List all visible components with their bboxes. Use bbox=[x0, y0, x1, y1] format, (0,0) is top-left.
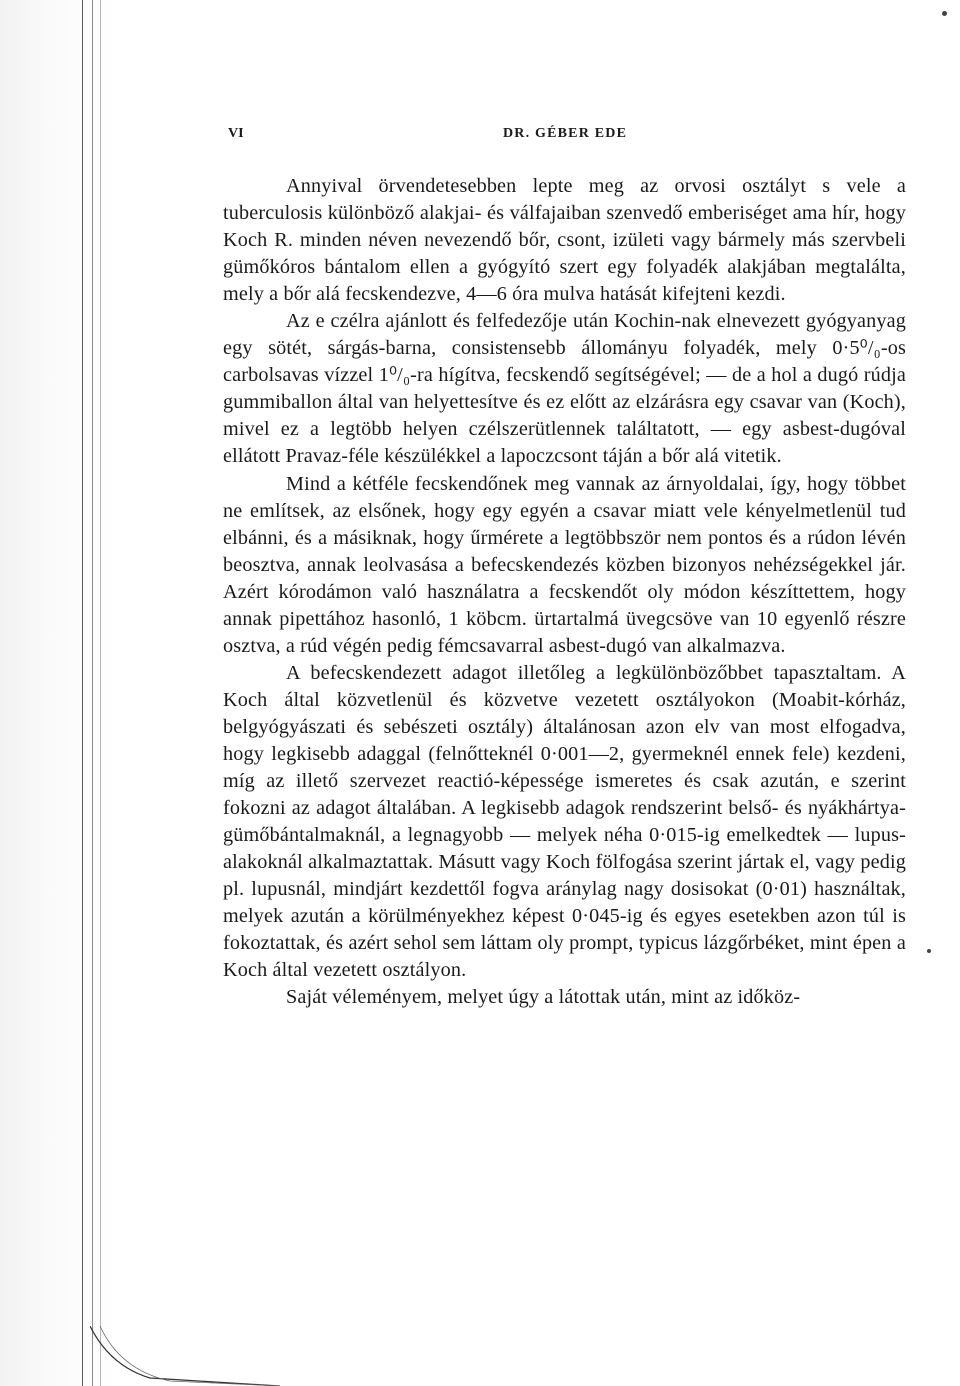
scan-speck bbox=[942, 11, 947, 16]
body-text bbox=[223, 173, 906, 1011]
page-header bbox=[228, 126, 908, 150]
paragraph: Az e czélra ajánlott és felfedezője után Kochin-nak elnevezett gyógyanyag egy sötét, sárgás-barna, consistensebb állományu folyadék, mely 0·5⁰/₀-os carbolsavas vízzel 1⁰/₀-ra hígítva, fecskendő segítségével; — de a hol a dugó rúdja gummiballon által van helyettesítve és ez előtt az elzárásra egy csavar van (Koch), mivel ez a legtöbb helyen czélszerütlennek találtatott, — egy asbest-dugóval ellátott Pravaz-féle készülékkel a lapoczcsont táján a bőr alá vitetik. bbox=[223, 310, 906, 468]
binding-edge-line bbox=[82, 0, 83, 1386]
book-binding-shadow bbox=[0, 0, 118, 1386]
paragraph: Annyival örvendetesebben lepte meg az orvosi osztályt s vele a tuberculosis különböző alakjai- és válfajaiban szenvedő emberiséget ama hír, hogy Koch R. minden néven nevezendő bőr, csont, izületi vagy bármely más szervbeli gümőkóros bántalom ellen a gyógyító szert egy folyadék alakjában megtalálta, mely a bőr alá fecskendezve, 4—6 óra mulva hatását kifejteni kezdi. bbox=[223, 175, 906, 306]
paragraph: Mind a kétféle fecskendőnek meg vannak az árnyoldalai, így, hogy többet ne említsek, az elsőnek, hogy egy egyén a csavar miatt vele kényelmetlenül tud elbánni, és a másiknak, hogy űrmérete a legtöbbször nem pontos és a rúdon lévén beosztva, annak leolvasása a befecskendezés közben bizonyos nehézségekkel jár. Azért kórodámon való használatra a fecskendőt oly módon készíttettem, hogy annak pipettához hasonló, 1 köbcm. ürtartalmá üvegcsöve van 10 egyenlő részre osztva, a rúd végén pedig fémcsavarral asbest-dugó van alkalmazva. bbox=[223, 472, 906, 657]
page-number: VI bbox=[228, 126, 244, 141]
scan-speck bbox=[927, 949, 931, 953]
paragraph: Saját véleményem, melyet úgy a látottak után, mint az időköz- bbox=[286, 986, 801, 1009]
binding-edge-line bbox=[92, 0, 93, 1386]
paragraph: A befecskendezett adagot illetőleg a legkülönbözőbbet tapasztaltam. A Koch által közvetlenül és közvetve vezetett osztályokon (Moabit-kórház, belgyógyászati és sebészeti osztály) általánosan azon elv van most elfogadva, hogy legkisebb adaggal (felnőtteknél 0·001—2, gyermeknél ennek fele) kezdeni, míg az illető szervezet reactió-képessége ismeretes és csak azután, e szerint fokozni az adagot általában. A legkisebb adagok rendszerint belső- és nyákhártya-gümőbántalmaknál, a legnagyobb — melyek néha 0·015-ig emelkedtek — lupus-alakoknál alkalmaztattak. Másutt vagy Koch fölfogása szerint jártak el, vagy pedig pl. lupusnál, mindjárt kezdettől fogva aránylag nagy dosisokat (0·01) használtak, melyek azután a körülményekhez képest 0·045-ig és egyes esetekben azon túl is fokoztattak, és azért sehol sem láttam oly prompt, typicus lázgőrbéket, mint épen a Koch által vezetett osztályon. bbox=[223, 661, 906, 982]
page-corner-curl bbox=[90, 1326, 280, 1386]
binding-edge-line bbox=[100, 0, 101, 1386]
running-head: DR. GÉBER EDE bbox=[503, 126, 628, 141]
